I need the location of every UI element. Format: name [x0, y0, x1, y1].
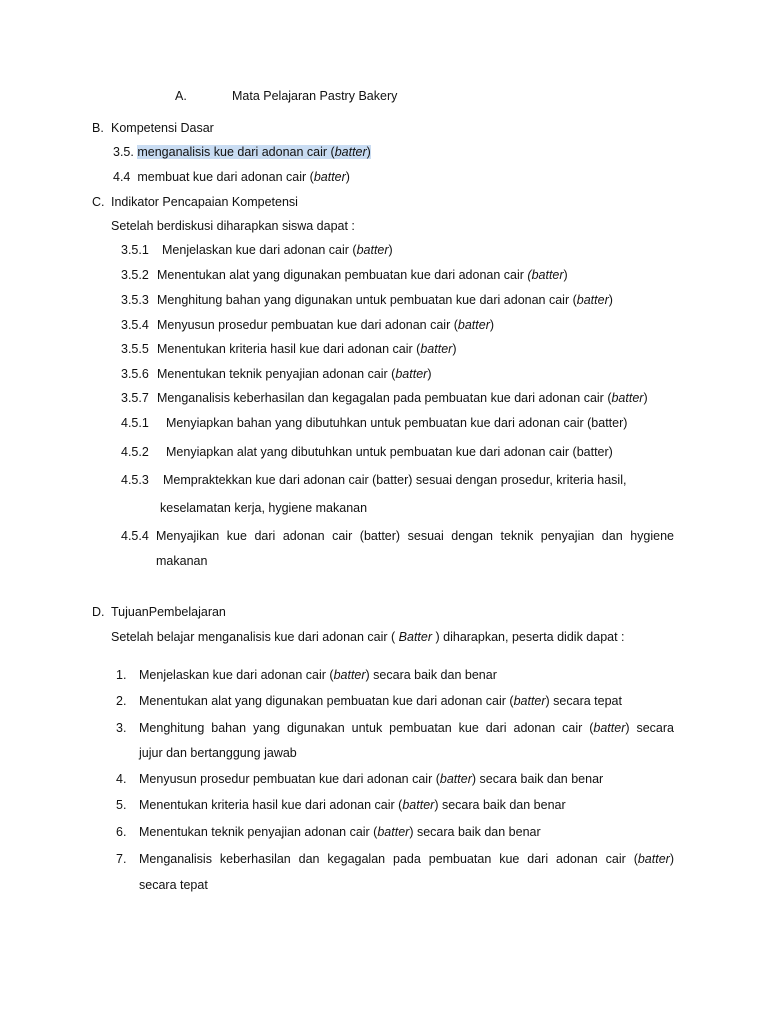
indicator-item: [121, 528, 674, 544]
objective-item: [116, 720, 674, 736]
section-a-title: Mata Pelajaran Pastry Bakery: [232, 89, 398, 103]
kd-number: 4.4: [113, 170, 131, 184]
item-number: 1.: [116, 668, 127, 682]
item-text: Menentukan kriteria hasil kue dari adonan cair (batter): [157, 342, 457, 356]
item-number: 6.: [116, 825, 127, 839]
indicator-item-continuation: makanan: [156, 554, 208, 568]
item-number: 3.5.7: [121, 391, 149, 405]
section-c-intro: Setelah berdiskusi diharapkan siswa dapat :: [111, 219, 355, 233]
item-number: 4.5.2: [121, 445, 149, 459]
item-number: 3.5.6: [121, 367, 149, 381]
item-text: Menganalisis keberhasilan dan kegagalan pada pembuatan kue dari adonan cair (batter): [157, 391, 648, 405]
indicator-item: [121, 317, 494, 333]
item-text: Menentukan teknik penyajian adonan cair (batter) secara baik dan benar: [139, 825, 541, 839]
indicator-item: [121, 366, 432, 382]
item-number: 4.5.3: [121, 473, 149, 487]
indicator-item: [121, 415, 627, 431]
section-d-intro: Setelah belajar menganalisis kue dari adonan cair ( Batter ) diharapkan, peserta didik dapat :: [111, 630, 625, 644]
indicator-item: [121, 341, 456, 357]
item-text: Menjelaskan kue dari adonan cair (batter): [162, 243, 393, 257]
section-d-letter: D.: [92, 605, 105, 619]
objective-item-continuation: secara tepat: [139, 878, 208, 892]
item-text: Menjelaskan kue dari adonan cair (batter) secara baik dan benar: [139, 668, 497, 682]
item-number: 4.: [116, 772, 127, 786]
item-text: Mempraktekkan kue dari adonan cair (batter) sesuai dengan prosedur, kriteria hasil,: [163, 473, 627, 487]
objective-item: [116, 771, 603, 787]
indicator-item: [121, 390, 648, 406]
item-number: 3.: [116, 721, 127, 735]
item-number: 3.5.2: [121, 268, 149, 282]
section-b-title: Kompetensi Dasar: [111, 121, 214, 135]
item-number: 5.: [116, 798, 127, 812]
item-text: Menyajikan kue dari adonan cair (batter) sesuai dengan teknik penyajian dan hygiene: [156, 529, 674, 543]
item-text: Menganalisis keberhasilan dan kegagalan pada pembuatan kue dari adonan cair (batter): [139, 852, 674, 866]
selected-text[interactable]: menganalisis kue dari adonan cair (batter): [137, 145, 371, 159]
item-number: 7.: [116, 852, 127, 866]
item-number: 4.5.1: [121, 416, 149, 430]
item-text: Menghitung bahan yang digunakan untuk pembuatan kue dari adonan cair (batter) secara: [139, 721, 674, 735]
objective-item-continuation: jujur dan bertanggung jawab: [139, 746, 297, 760]
item-number: 3.5.3: [121, 293, 149, 307]
indicator-item: [121, 444, 613, 460]
section-c-letter: C.: [92, 195, 105, 209]
item-text: Menghitung bahan yang digunakan untuk pembuatan kue dari adonan cair (batter): [157, 293, 613, 307]
indicator-item-continuation: keselamatan kerja, hygiene makanan: [160, 501, 368, 515]
item-text: Menyusun prosedur pembuatan kue dari adonan cair (batter): [157, 318, 495, 332]
item-text: Menentukan kriteria hasil kue dari adonan cair (batter) secara baik dan benar: [139, 798, 566, 812]
item-text: Menentukan alat yang digunakan pembuatan kue dari adonan cair (batter): [157, 268, 568, 282]
indicator-item: [121, 472, 626, 488]
item-number: 2.: [116, 694, 127, 708]
objective-item: [116, 693, 622, 709]
section-c-title: Indikator Pencapaian Kompetensi: [111, 195, 298, 209]
objective-item: [116, 824, 541, 840]
section-a-letter: A.: [175, 89, 187, 103]
indicator-item: [121, 267, 568, 283]
item-number: 4.5.4: [121, 529, 149, 543]
item-number: 3.5.5: [121, 342, 149, 356]
item-text: Menyiapkan alat yang dibutuhkan untuk pembuatan kue dari adonan cair (batter): [166, 445, 613, 459]
objective-item: [116, 667, 497, 683]
indicator-item: [121, 292, 613, 308]
objective-item: [116, 851, 674, 867]
item-number: 3.5.4: [121, 318, 149, 332]
item-text: Menentukan teknik penyajian adonan cair (batter): [157, 367, 432, 381]
item-text: Menyiapkan bahan yang dibutuhkan untuk pembuatan kue dari adonan cair (batter): [166, 416, 628, 430]
kd-item[interactable]: [113, 144, 371, 160]
item-text: Menyusun prosedur pembuatan kue dari adonan cair (batter) secara baik dan benar: [139, 772, 604, 786]
kd-number: 3.5.: [113, 145, 134, 159]
item-number: 3.5.1: [121, 243, 149, 257]
indicator-item: [121, 242, 393, 258]
section-d-title: TujuanPembelajaran: [111, 605, 226, 619]
section-b-letter: B.: [92, 121, 104, 135]
objective-item: [116, 797, 566, 813]
item-text: Menentukan alat yang digunakan pembuatan kue dari adonan cair (batter) secara tepat: [139, 694, 622, 708]
kd-item: 4.4 membuat kue dari adonan cair (batter): [113, 170, 350, 184]
